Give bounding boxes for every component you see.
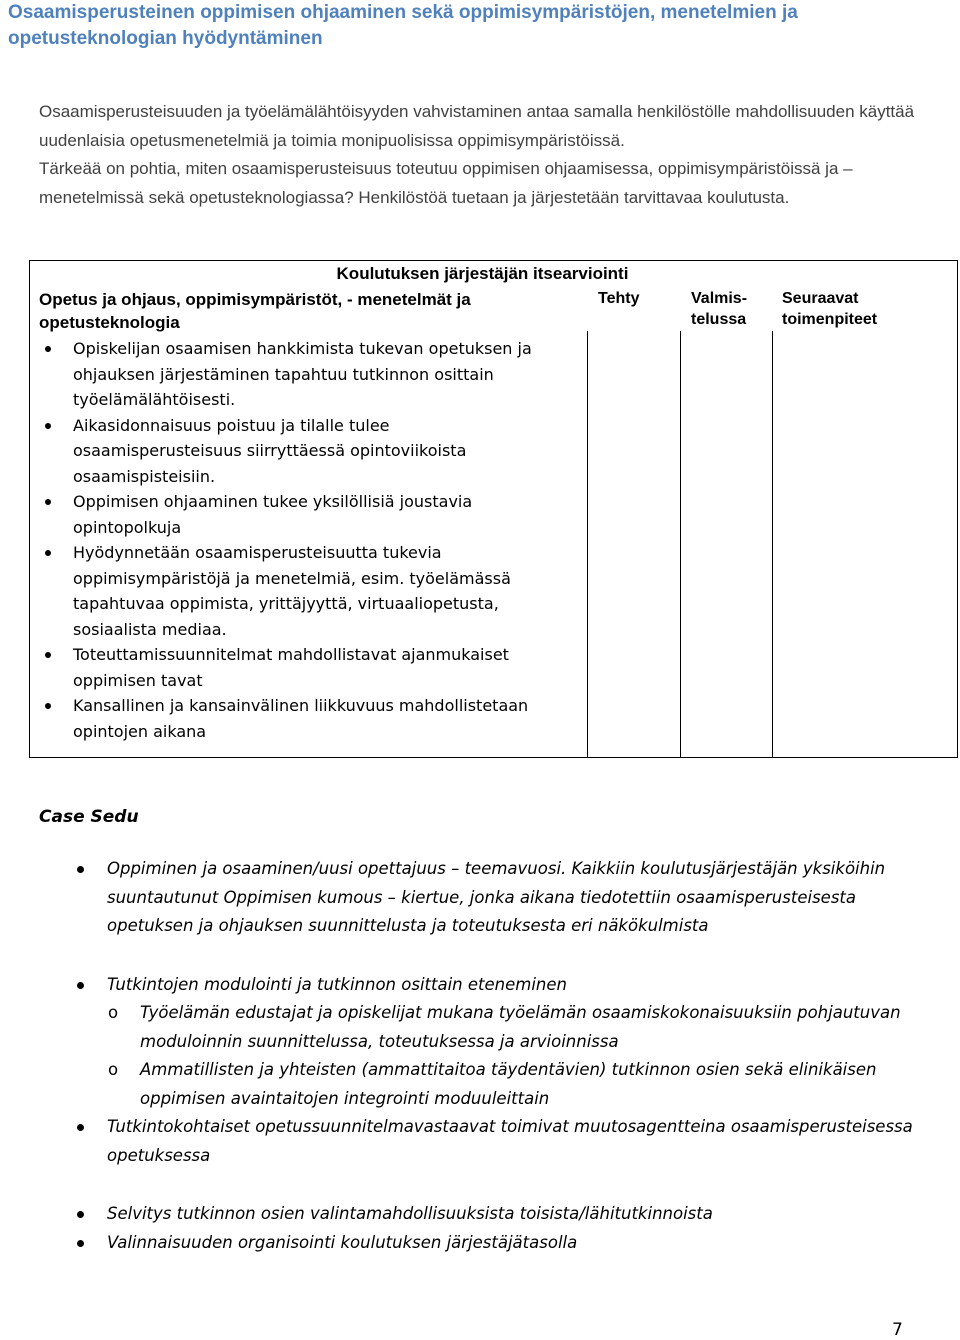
column-header-seuraavat: Seuraavat toimenpiteet bbox=[782, 290, 878, 328]
list-item: Oppiminen ja osaaminen/uusi opettajuus – teemavuosi. Kaikkiin koulutusjärjestäjän yksiköihin suuntautunut Oppimisen kumous – kiertue, jonka aikana tiedotettiin osaamisperusteisesta opetuksen ja ohjauksen suunnittelusta ja toteutuksesta eri näkökulmista bbox=[76, 855, 916, 941]
column-divider bbox=[772, 331, 773, 757]
list-item: Oppimisen ohjaaminen tukee yksilöllisiä joustavia opintopolkuja bbox=[38, 489, 563, 540]
intro-paragraph: Tärkeää on pohtia, miten osaamisperusteisuus toteutuu oppimisen ohjaamisessa, oppimisympäristöissä ja – menetelmissä sekä opetusteknologiassa? Henkilöstöä tuetaan ja järjestetään tarvittavaa koulutusta. bbox=[39, 159, 853, 207]
case-list bbox=[76, 855, 916, 1257]
section-heading: Osaamisperusteinen oppimisen ohjaaminen sekä oppimisympäristöjen, menetelmien ja opetusteknologian hyödyntäminen bbox=[8, 2, 798, 49]
list-item: Kansallinen ja kansainvälinen liikkuvuus mahdollistetaan opintojen aikana bbox=[38, 693, 563, 744]
list-item: Hyödynnetään osaamisperusteisuutta tukevia oppimisympäristöjä ja menetelmiä, esim. työelämässä tapahtuvaa oppimista, yrittäjyyttä, virtuaaliopetusta, sosiaalista mediaa. bbox=[38, 540, 563, 642]
page-number: 7 bbox=[892, 1320, 903, 1340]
list-item: Valinnaisuuden organisointi koulutuksen järjestäjätasolla bbox=[76, 1229, 916, 1258]
case-title: Case Sedu bbox=[39, 807, 139, 827]
list-item: Tutkintokohtaiset opetussuunnitelmavastaavat toimivat muutosagentteina osaamisperusteisessa opetuksessa bbox=[76, 1113, 916, 1170]
list-item: Toteuttamissuunnitelmat mahdollistavat ajanmukaiset oppimisen tavat bbox=[38, 642, 563, 693]
list-item-label: Tutkintojen modulointi ja tutkinnon osittain eteneminen bbox=[107, 974, 567, 994]
list-item: Aikasidonnaisuus poistuu ja tilalle tulee osaamisperusteisuus siirryttäessä opintoviikoista osaamispisteisiin. bbox=[38, 413, 563, 490]
column-header-tehty: Tehty bbox=[598, 290, 640, 307]
column-header-valmistelussa: Valmis- telussa bbox=[691, 290, 748, 328]
list-item bbox=[76, 971, 916, 1114]
sub-list bbox=[107, 999, 916, 1113]
table-title: Koulutuksen järjestäjän itsearviointi bbox=[336, 264, 629, 283]
intro-text bbox=[39, 98, 919, 212]
self-evaluation-table bbox=[29, 260, 958, 758]
list-item: Selvitys tutkinnon osien valintamahdollisuuksista toisista/lähitutkinnoista bbox=[76, 1200, 916, 1229]
table-main-header: Opetus ja ohjaus, oppimisympäristöt, - menetelmät ja opetusteknologia bbox=[39, 290, 471, 332]
intro-paragraph: Osaamisperusteisuuden ja työelämälähtöisyyden vahvistaminen antaa samalla henkilöstölle mahdollisuuden käyttää uudenlaisia opetusmenetelmiä ja toimia monipuolisissa oppimisympäristöissä. bbox=[39, 102, 915, 150]
column-divider bbox=[587, 331, 588, 757]
list-item: Opiskelijan osaamisen hankkimista tukevan opetuksen ja ohjauksen järjestäminen tapahtuu tutkinnon osittain työelämälähtöisesti. bbox=[38, 336, 563, 413]
evaluation-criteria-list bbox=[38, 336, 563, 744]
column-divider bbox=[680, 331, 681, 757]
sub-list-item: o Ammatillisten ja yhteisten (ammattitaitoa täydentävien) tutkinnon osien sekä elinikäisen oppimisen avaintaitojen integrointi moduuleittain bbox=[107, 1056, 916, 1113]
sub-list-item: o Työelämän edustajat ja opiskelijat mukana työelämän osaamiskokonaisuuksiin pohjautuvan moduloinnin suunnittelussa, toteutuksessa ja arvioinnissa bbox=[107, 999, 916, 1056]
